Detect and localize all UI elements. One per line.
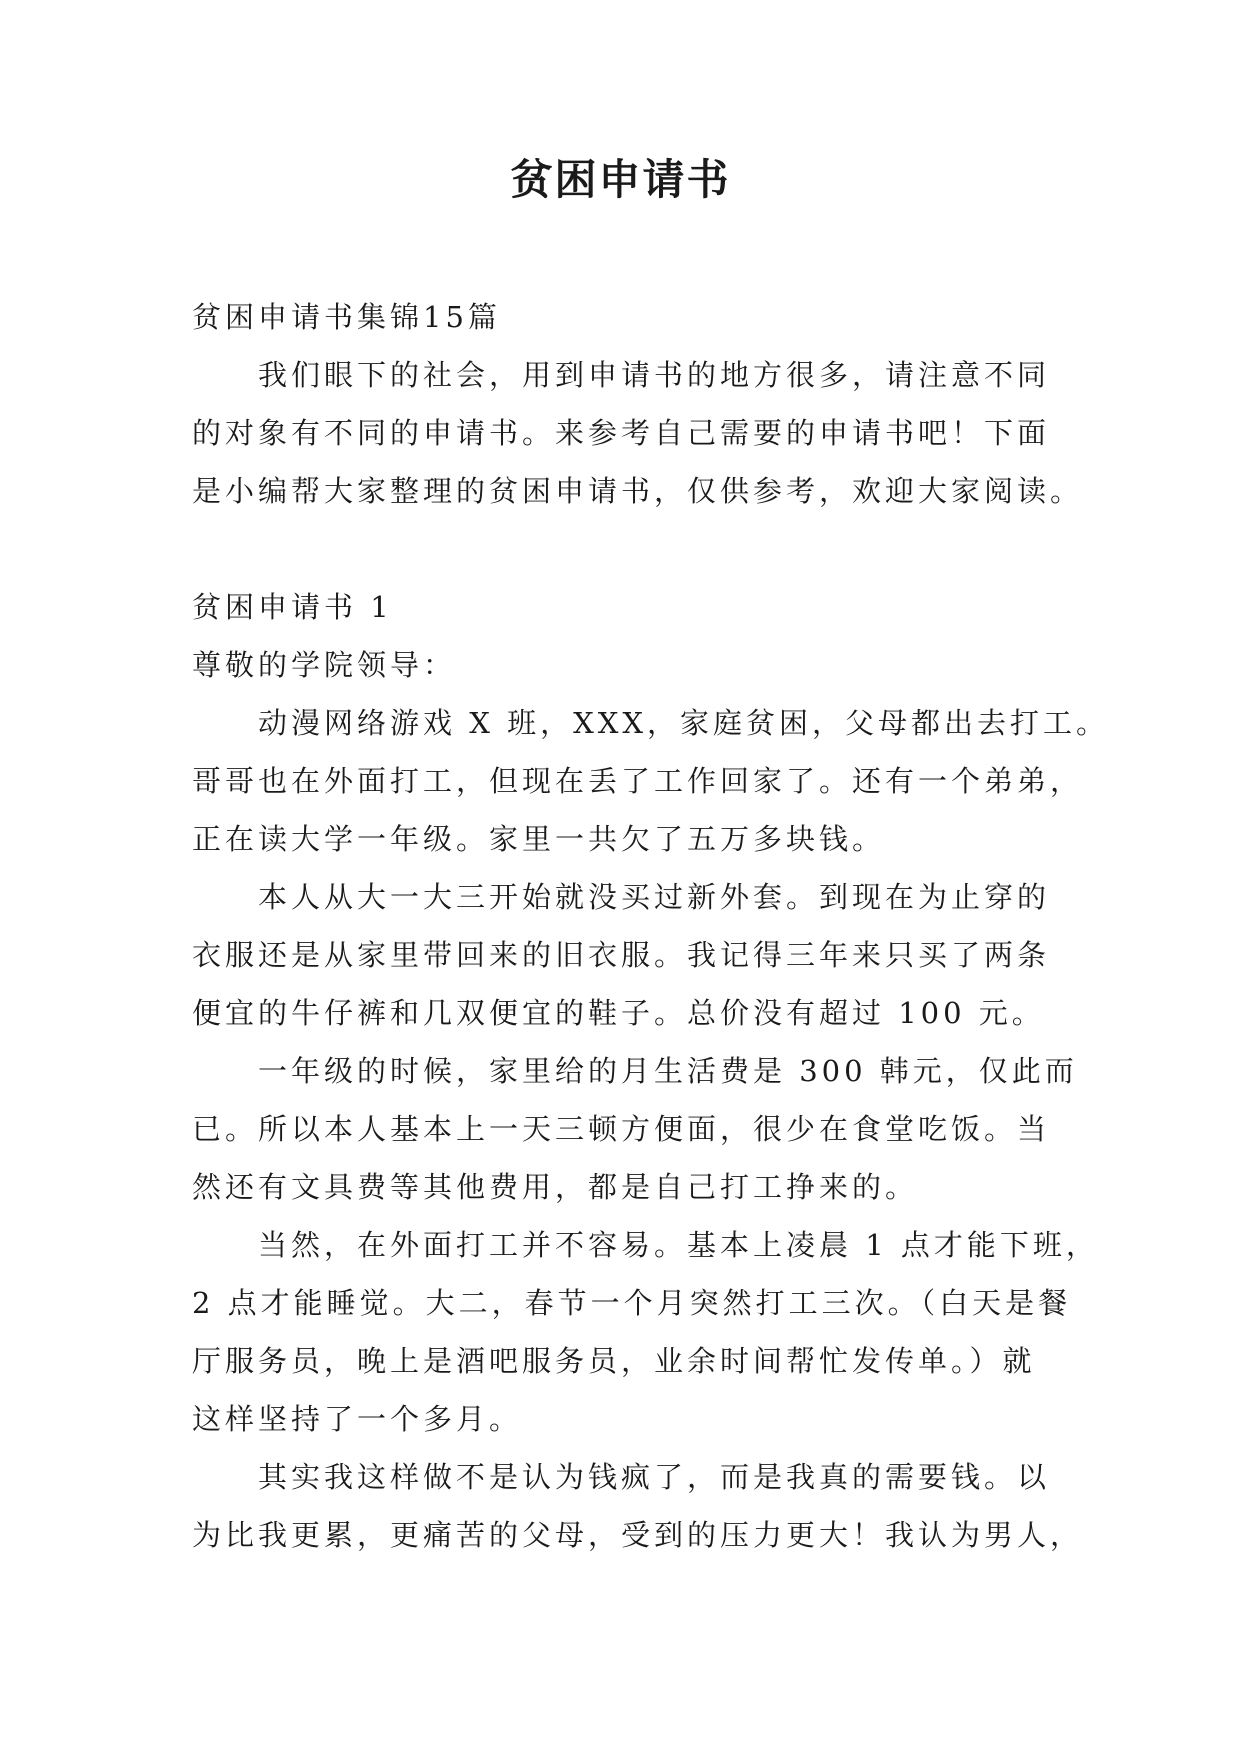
paragraph-5 xyxy=(192,1448,1084,1564)
intro-line: 是小编帮大家整理的贫困申请书，仅供参考，欢迎大家阅读。 xyxy=(192,474,1084,508)
document-body xyxy=(192,288,1110,1564)
paragraph-line: 当然，在外面打工并不容易。基本上凌晨 1 点才能下班， xyxy=(258,1228,1099,1262)
intro-line: 我们眼下的社会，用到申请书的地方很多，请注意不同 xyxy=(258,358,1051,392)
section-heading: 贫困申请书 1 xyxy=(192,590,393,624)
document-subtitle: 贫困申请书集锦15篇 xyxy=(192,300,501,334)
paragraph-line: 一年级的时候，家里给的月生活费是 300 韩元，仅此而 xyxy=(258,1054,1078,1088)
paragraph-line: 厅服务员，晚上是酒吧服务员，业余时间帮忙发传单。）就 xyxy=(192,1344,1036,1378)
paragraph-line: 正在读大学一年级。家里一共欠了五万多块钱。 xyxy=(192,822,886,856)
paragraph-line: 便宜的牛仔裤和几双便宜的鞋子。总价没有超过 100 元。 xyxy=(192,996,1045,1030)
paragraph-2 xyxy=(192,868,1062,1042)
paragraph-line: 然还有文具费等其他费用，都是自己打工挣来的。 xyxy=(192,1170,919,1204)
paragraph-1 xyxy=(192,694,1110,868)
paragraph-4 xyxy=(192,1216,1099,1448)
paragraph-line: 2 点才能睡觉。大二，春节一个月突然打工三次。（白天是餐 xyxy=(192,1286,1072,1320)
paragraph-line: 哥哥也在外面打工，但现在丢了工作回家了。还有一个弟弟， xyxy=(192,764,1084,798)
paragraph-line: 其实我这样做不是认为钱疯了，而是我真的需要钱。以 xyxy=(258,1460,1051,1494)
paragraph-line: 衣服还是从家里带回来的旧衣服。我记得三年来只买了两条 xyxy=(192,938,1051,972)
intro-line: 的对象有不同的申请书。来参考自己需要的申请书吧！下面 xyxy=(192,416,1051,450)
paragraph-line: 这样坚持了一个多月。 xyxy=(192,1402,523,1436)
paragraph-line: 动漫网络游戏 X 班，XXX，家庭贫困，父母都出去打工。 xyxy=(258,706,1110,740)
document-title: 贫困申请书 xyxy=(510,155,731,204)
paragraph-line: 为比我更累，更痛苦的父母，受到的压力更大！我认为男人， xyxy=(192,1518,1084,1552)
intro-paragraph xyxy=(192,346,1084,520)
paragraph-3 xyxy=(192,1042,1078,1216)
salutation: 尊敬的学院领导： xyxy=(192,648,457,682)
paragraph-line: 已。所以本人基本上一天三顿方便面，很少在食堂吃饭。当 xyxy=(192,1112,1051,1146)
spacer xyxy=(192,520,1062,578)
paragraph-line: 本人从大一大三开始就没买过新外套。到现在为止穿的 xyxy=(258,880,1051,914)
